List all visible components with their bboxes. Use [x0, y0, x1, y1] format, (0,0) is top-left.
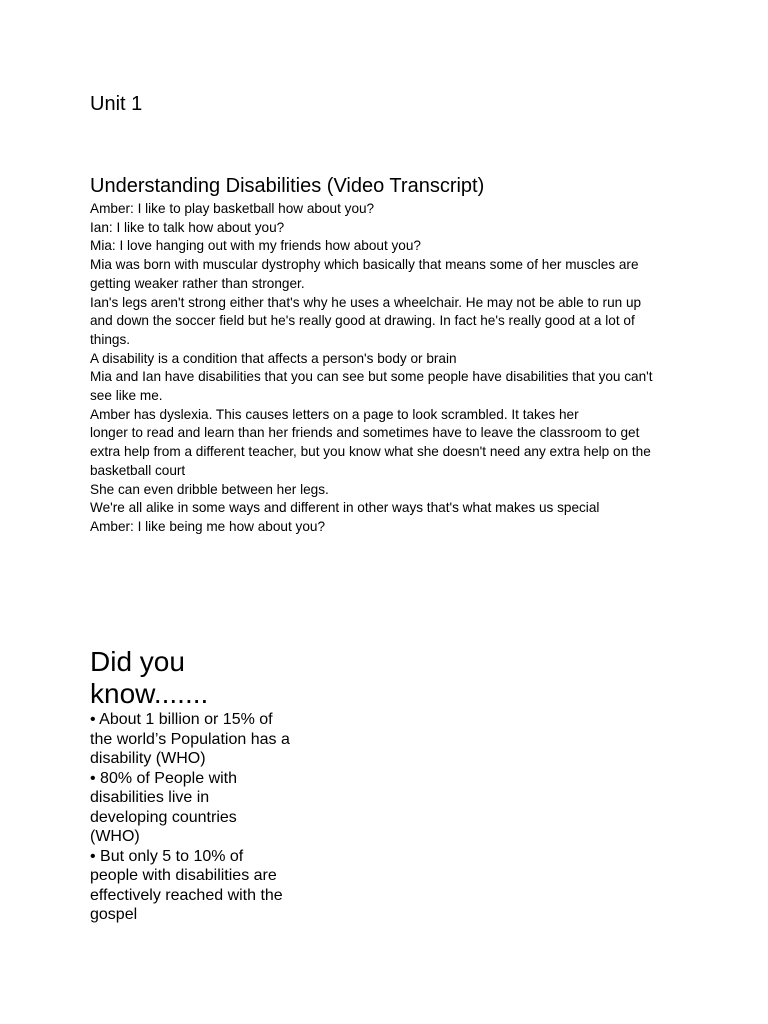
transcript-line: Mia was born with muscular dystrophy which basically that means some of her muscles are getting weaker rather than stronger.	[90, 257, 639, 291]
transcript-line: Mia: I love hanging out with my friends how about you?	[90, 238, 421, 254]
transcript-line: Ian's legs aren't strong either that's why he uses a wheelchair. He may not be able to run up and down the soccer field but he's really good at drawing. In fact he's really good at a lot of things.	[90, 294, 642, 347]
unit-title: Unit 1	[90, 93, 143, 115]
did-you-know-title: Did you know.......	[90, 646, 209, 709]
fact-item: • 80% of People with disabilities live in developing countries (WHO)	[90, 769, 238, 845]
transcript-line: Amber has dyslexia. This causes letters on a page to look scrambled. It takes her	[90, 406, 579, 422]
transcript-line: She can even dribble between her legs.	[90, 481, 329, 497]
transcript-line: We're all alike in some ways and different in other ways that's what makes us special	[90, 500, 600, 516]
transcript-line: Amber: I like being me how about you?	[90, 518, 326, 534]
facts-list	[90, 710, 290, 925]
transcript-line: Ian: I like to talk how about you?	[90, 219, 285, 235]
transcript-body	[90, 200, 665, 537]
fact-item: • But only 5 to 10% of people with disabilities are effectively reached with the gospel	[90, 847, 283, 923]
transcript-line: longer to read and learn than her friends and sometimes have to leave the classroom to get extra help from a different teacher, but you know what she doesn't need any extra help on the basketball court	[90, 425, 651, 478]
transcript-line: Mia and Ian have disabilities that you can see but some people have disabilities that you can't see like me.	[90, 369, 653, 404]
fact-item: • About 1 billion or 15% of the world’s Population has a disability (WHO)	[90, 711, 290, 767]
transcript-title: Understanding Disabilities (Video Transcript)	[90, 175, 485, 197]
transcript-line: A disability is a condition that affects a person's body or brain	[90, 350, 457, 366]
transcript-line: Amber: I like to play basketball how about you?	[90, 201, 375, 216]
